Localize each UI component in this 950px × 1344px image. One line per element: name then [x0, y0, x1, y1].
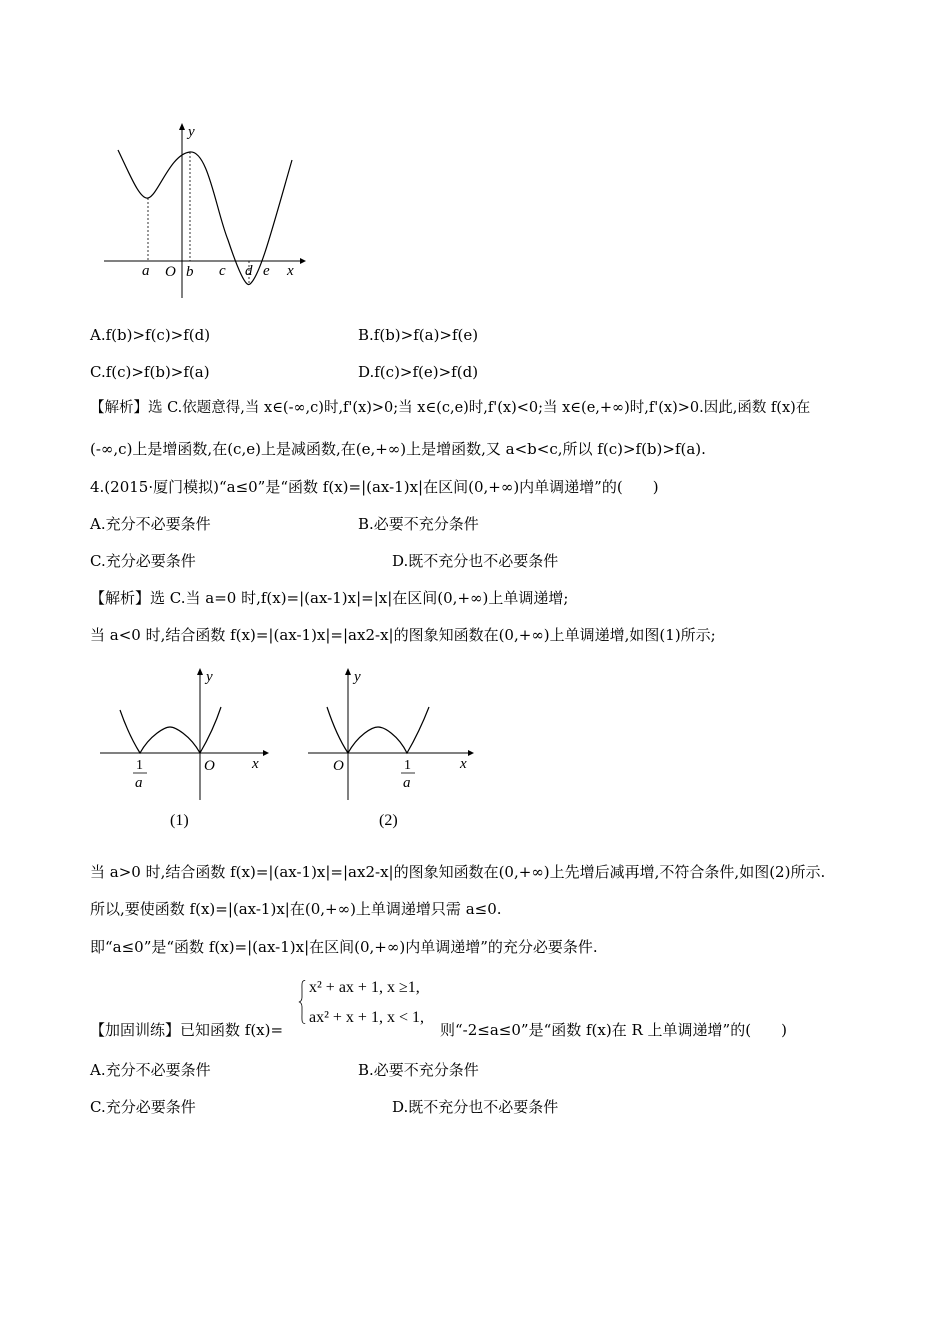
- piecewise-brace: [298, 976, 306, 1028]
- y-axis-arrow: [179, 123, 185, 130]
- figure-2-caption: (2): [379, 812, 398, 829]
- figure-1-graph: [95, 665, 275, 805]
- fig2-curve: [327, 707, 429, 753]
- fig1-frac-den: a: [135, 775, 143, 791]
- q4-analysis-1: 【解析】选 C.当 a=0 时,f(x)=|(ax-1)x|=|x|在区间(0,+∞)上单调递增;: [90, 589, 569, 607]
- label-a: a: [142, 263, 150, 279]
- x-axis-arrow: [300, 258, 306, 264]
- q3-analysis-line2: (-∞,c)上是增函数,在(c,e)上是减函数,在(e,+∞)上是增函数,又 a<b<c,所以 f(c)>f(b)>f(a).: [90, 440, 706, 458]
- q3-analysis-line1: 【解析】选 C.依题意得,当 x∈(-∞,c)时,f'(x)>0;当 x∈(c,e)时,f'(x)<0;当 x∈(e,+∞)时,f'(x)>0.因此,函数 f(x)在: [90, 400, 811, 416]
- practice-prefix: 【加固训练】已知函数 f(x)=: [90, 1021, 284, 1039]
- figure-2-graph: [300, 665, 480, 805]
- practice-option-a: A.充分不必要条件: [90, 1061, 211, 1079]
- piecewise-case-1: x² + ax + 1, x ≥1,: [309, 979, 420, 996]
- fig1-curve: [120, 707, 221, 753]
- fig2-label-y: y: [354, 669, 361, 685]
- fig1-label-y: y: [206, 669, 213, 685]
- practice-option-b: B.必要不充分条件: [358, 1061, 479, 1079]
- fig2-frac-num: 1: [404, 758, 411, 773]
- q4-option-b: B.必要不充分条件: [358, 515, 479, 533]
- fig2-frac-den: a: [403, 775, 411, 791]
- label-e: e: [263, 263, 270, 279]
- q4-analysis-5: 即“a≤0”是“函数 f(x)=|(ax-1)x|在区间(0,+∞)内单调递增”的充分必要条件.: [90, 938, 598, 956]
- label-x: x: [287, 263, 294, 279]
- q4-analysis-2: 当 a<0 时,结合函数 f(x)=|(ax-1)x|=|ax2-x|的图象知函数在(0,+∞)上单调递增,如图(1)所示;: [90, 626, 716, 644]
- fig1-x-arrow: [263, 750, 269, 756]
- fig2-label-x: x: [460, 756, 467, 772]
- figure-1-caption: (1): [170, 812, 189, 829]
- piecewise-case-2: ax² + x + 1, x < 1,: [309, 1009, 424, 1026]
- practice-option-c: C.充分必要条件: [90, 1098, 196, 1116]
- q3-option-c: C.f(c)>f(b)>f(a): [90, 363, 210, 381]
- label-d: d: [245, 263, 253, 279]
- q4-analysis-3: 当 a>0 时,结合函数 f(x)=|(ax-1)x|=|ax2-x|的图象知函数在(0,+∞)上先增后减再增,不符合条件,如图(2)所示.: [90, 863, 826, 881]
- label-y: y: [188, 124, 195, 140]
- practice-option-d: D.既不充分也不必要条件: [392, 1098, 559, 1116]
- label-b: b: [186, 264, 194, 280]
- fig1-label-x: x: [252, 756, 259, 772]
- fig2-label-O: O: [333, 758, 344, 774]
- label-O: O: [165, 264, 176, 280]
- fig2-y-arrow: [345, 668, 351, 675]
- q4-option-a: A.充分不必要条件: [90, 515, 211, 533]
- q3-option-d: D.f(c)>f(e)>f(d): [358, 363, 479, 381]
- q3-option-a: A.f(b)>f(c)>f(d): [90, 326, 211, 344]
- top-function-graph: [100, 120, 310, 305]
- fig2-x-arrow: [468, 750, 474, 756]
- q4-option-d: D.既不充分也不必要条件: [392, 552, 559, 570]
- fig1-frac-num: 1: [136, 758, 143, 773]
- fig1-y-arrow: [197, 668, 203, 675]
- q3-option-b: B.f(b)>f(a)>f(e): [358, 326, 479, 344]
- q4-option-c: C.充分必要条件: [90, 552, 196, 570]
- practice-suffix: 则“-2≤a≤0”是“函数 f(x)在 R 上单调递增”的( ): [440, 1021, 787, 1039]
- fig1-label-O: O: [204, 758, 215, 774]
- label-c: c: [219, 263, 226, 279]
- q4-stem: 4.(2015·厦门模拟)“a≤0”是“函数 f(x)=|(ax-1)x|在区间(0,+∞)内单调递增”的( ): [90, 478, 659, 496]
- q4-analysis-4: 所以,要使函数 f(x)=|(ax-1)x|在(0,+∞)上单调递增只需 a≤0.: [90, 900, 502, 918]
